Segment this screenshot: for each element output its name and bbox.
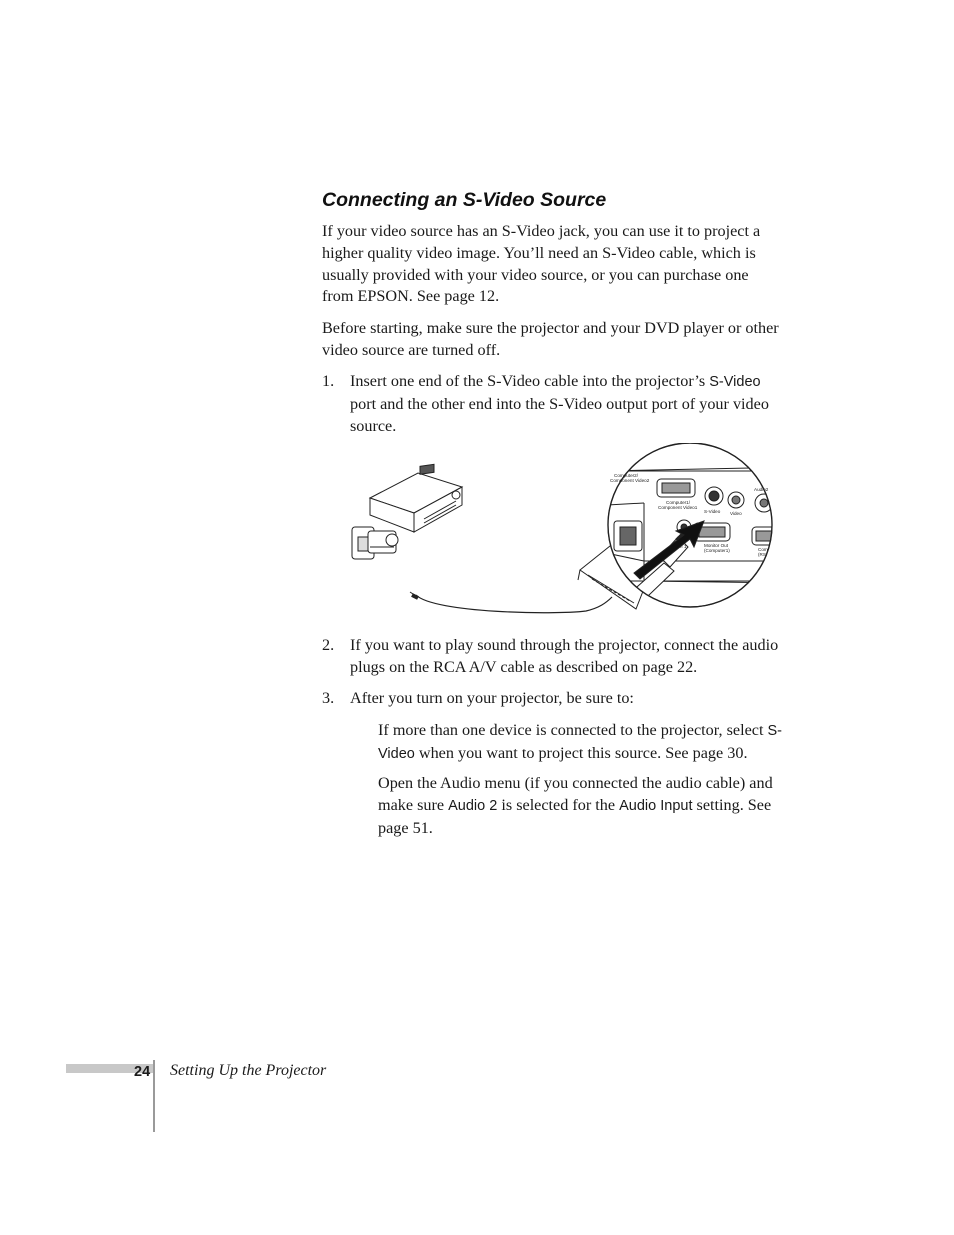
step-3: [322, 688, 784, 710]
step-number: 1.: [322, 372, 335, 390]
intro-paragraph: If your video source has an S-Video jack, you can use it to project a higher quality video image. You’ll need an S-Video cable, which is usually provided with your video source, or you can purchase one from EPSON. See page 12.: [322, 222, 761, 306]
svideo-cable: [416, 595, 612, 613]
label-component2: Component Video2: [610, 478, 650, 483]
label-rs: (RS: [758, 552, 766, 557]
projector-icon: [370, 464, 462, 532]
step-text: If you want to play sound through the projector, connect the audio plugs on the RCA A/V cable as described on page 22.: [350, 636, 779, 676]
ui-term: S-Video: [378, 723, 782, 762]
ui-term: Audio 2: [448, 797, 498, 814]
step-number: 3.: [322, 689, 335, 707]
step-1: [322, 371, 784, 437]
footer-rule: [153, 1060, 155, 1132]
label-component1: Component Video1: [658, 505, 698, 510]
step-2: [322, 635, 784, 679]
page-number: 24: [134, 1064, 151, 1080]
label-computer1: Computer1/: [666, 500, 691, 505]
camcorder-icon: [352, 527, 398, 559]
label-svideo: S-Video: [704, 509, 721, 514]
step-number: 2.: [322, 636, 335, 654]
sub-step-audio-menu: Open the Audio menu (if you connected the audio cable) and make sure Audio 2 is selected for the Audio Input setting. See page 51.: [378, 774, 773, 837]
section-heading: Connecting an S-Video Source: [322, 189, 607, 211]
step-text: After you turn on your projector, be sure to:: [350, 689, 634, 707]
label-monitor-computer1: (Computer1): [704, 548, 730, 553]
ui-term: Audio Input: [619, 797, 693, 814]
sub-step-select-source: If more than one device is connected to the projector, select S-Video when you want to project this source. See page 30.: [378, 721, 782, 762]
connection-illustration: [344, 443, 784, 621]
label-ctrl: rl 1: [680, 544, 687, 549]
chapter-title: Setting Up the Projector: [170, 1062, 327, 1079]
step-text: Insert one end of the S-Video cable into the projector’s S-Video port and the other end into the S-Video output port of your video source.: [350, 372, 769, 435]
before-paragraph: Before starting, make sure the projector and your DVD player or other video source are turned off.: [322, 319, 779, 359]
ui-term: S-Video: [709, 374, 761, 390]
label-com: Com: [758, 547, 768, 552]
label-monitor-out: Monitor Out: [704, 543, 728, 548]
label-audio2: Audio2: [754, 487, 769, 492]
label-computer2: Computer2/: [614, 473, 639, 478]
label-video: Video: [730, 511, 742, 516]
